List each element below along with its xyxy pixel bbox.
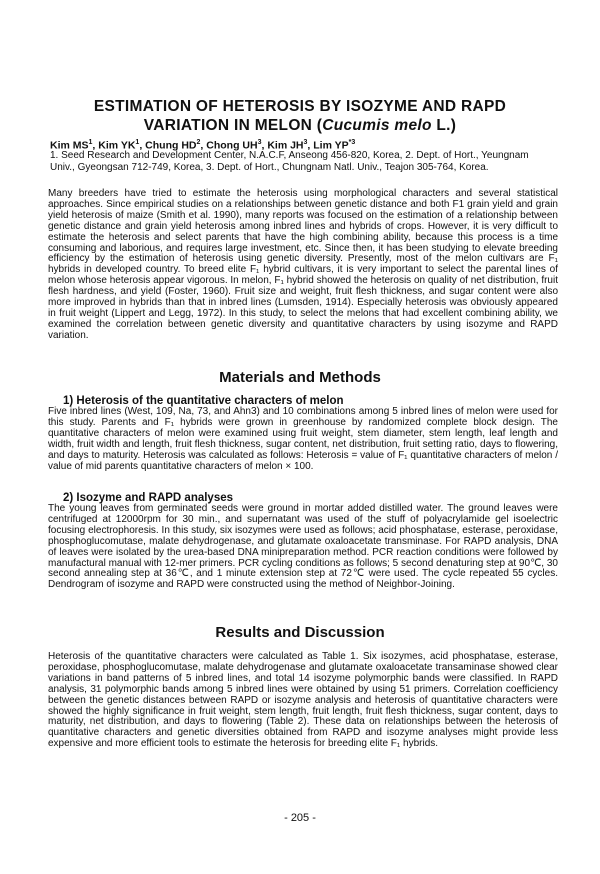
author: Kim YK bbox=[98, 139, 136, 152]
subsection-heading-isozyme-rapd: 2) Isozyme and RAPD analyses bbox=[63, 492, 234, 504]
author: Kim JH bbox=[267, 139, 304, 152]
author-list: Kim $MS^1$, Kim $YK^1$, Chung $HD^2$, Chong $UH^3$, Kim $JH^3$, Lim YP$^{*3}$ bbox=[50, 139, 356, 152]
author-affiliation-mark: 3 bbox=[303, 139, 308, 146]
author-affiliation-mark: 2 bbox=[196, 139, 201, 146]
author: Chong UH bbox=[206, 139, 258, 152]
heterosis-paragraph: Five inbred lines (West, 109, Na, 73, and Ahn3) and 10 combinations among 5 inbred lines of melon were used for this study. Parents and F₁ hybrids were grown in greenhouse by randomized complete block design. The quantitative characters of melon were examined using fruit weight, stem diameter, stem length, leaf length and width, fruit width and length, fruit flesh thickness, sugar content, net distribution, fruit setting ratio, days to flowering, and days to maturity. Heterosis was calculated as follows: Heterosis = value of F₁ quantitative characters of melon / value of mid parents quantitative characters of melon × 100. bbox=[48, 406, 558, 472]
subsection-heading-heterosis: 1) Heterosis of the quantitative characters of melon bbox=[63, 395, 344, 407]
author: Kim MS bbox=[50, 139, 89, 152]
author-affiliation-mark: 1 bbox=[135, 139, 140, 146]
introduction-paragraph: Many breeders have tried to estimate the heterosis using morphological characters and several statistical approaches. Since empirical studies on a relationships between genetic distance and both F1 grain yield and grain yield heterosis of maize (Smith et al. 1990), many reports was focused on the estimation of a relationship between genetic distance and grain yield heterosis among inbred lines and hybrids of crops. However, it is very difficult to estimate the heterosis and select parents that have the high combining ability, because this process is a time consuming and laborious, and requires large investment, etc. Since then, it has been studying to elevate breeding efficiency by the estimation of heterosis using genetic diversity. Presently, most of the melon cultivars are F₁ hybrids in developed country. To breed elite F₁ hybrid cultivars, it is very important to select the parental lines of melon whose heterosis appear vigorous. In melon, F₁ hybrid showed the heterosis on quality of net distribution, fruit flesh hardness, and yield (Foster, 1960). Fruit size and weight, fruit flesh thickness, and sugar content were also more improved in hybrids than that in inbred lines (Lumsden, 1914). Especially heterosis was obviously appeared in fruit weight (Lippert and Legg, 1972). In this study, to select the melons that had excellent combining ability, we examined the correlation between genetic diversity and quantitative characters by using isozyme and RAPD variation. bbox=[48, 188, 558, 341]
paper-title-line-1: ESTIMATION OF HETEROSIS BY ISOZYME AND RAPD bbox=[93, 98, 507, 115]
results-paragraph: Heterosis of the quantitative characters were calculated as Table 1. Six isozymes, acid phosphatase, esterase, peroxidase, phosphoglucomutase, malate dehydrogenase and glutamate oxaloacetate transaminase showed clear variations in band patterns of 5 inbred lines, and total 14 isozyme polymorphic bands were classified. In RAPD analysis, 31 polymorphic bands among 5 inbred lines were obtained by using 51 primers. Correlation coefficiency between the genetic distances between RAPD or isozyme analysis and heterosis of quantitative characters were showed the highly significance in fruit weight, stem length, fruit length, fruit flesh thickness, sugar content, days to maturity, net distribution, and days to flowering (Table 2). These data on relationships between the heterosis of quantitative characters and genetic diversities obtained from RAPD and isozyme analyses might provide less expensive and more efficient tools to estimate the heterosis for breeding elite F₁ hybrids. bbox=[48, 651, 558, 750]
section-heading-results: Results and Discussion bbox=[215, 624, 385, 641]
isozyme-rapd-paragraph: The young leaves from germinated seeds were ground in mortar added distilled water. The ground leaves were centrifuged at 12000rpm for 30 min., and supernatant was used of the stuff of polyacrylamide gel isoelectric focusing electrophoresis. In this study, six isozymes were used as follows; acid phosphatase, esterase, peroxidase, phosphoglucomutase, malate dehydrogenase, and glutamate oxaloacetate transminase. For RAPD analysis, DNA of leaves were isolated by the urea-based DNA minipreparation method. PCR reaction conditions were followed by manufactural manual with 12-mer primers. PCR cycling conditions as follows; 5 second denaturing step at 90℃, 30 second annealing step at 36℃, and 1 minute extension step at 72℃ were used. The cycle repeated 55 cycles. Dendrogram of isozyme and RAPD were constructed using the method of Neighbor-Joining. bbox=[48, 503, 558, 591]
author-affiliation-mark: 3 bbox=[257, 139, 262, 146]
paper-title-line-2 bbox=[40, 116, 560, 136]
species-name: Cucumis melo bbox=[322, 117, 432, 134]
affiliations: 1. Seed Research and Development Center, N.A.C.F, Anseong 456-820, Korea, 2. Dept. of Hort., Yeungnam Univ., Gyeongsan 712-749, Korea, 3. Dept. of Hort., Chungnam Natl. Univ., Teajon 305-764, Korea. bbox=[50, 150, 529, 173]
author: Lim YP bbox=[313, 139, 349, 152]
author-affiliation-mark: 1 bbox=[88, 139, 93, 146]
author-affiliation-mark: *3 bbox=[348, 139, 356, 146]
author: Chung HD bbox=[145, 139, 197, 152]
section-heading-methods: Materials and Methods bbox=[219, 369, 381, 386]
title-prefix: VARIATION IN MELON ( bbox=[143, 117, 323, 134]
title-suffix: L.) bbox=[431, 117, 457, 134]
page-number: - 205 - bbox=[284, 812, 316, 824]
